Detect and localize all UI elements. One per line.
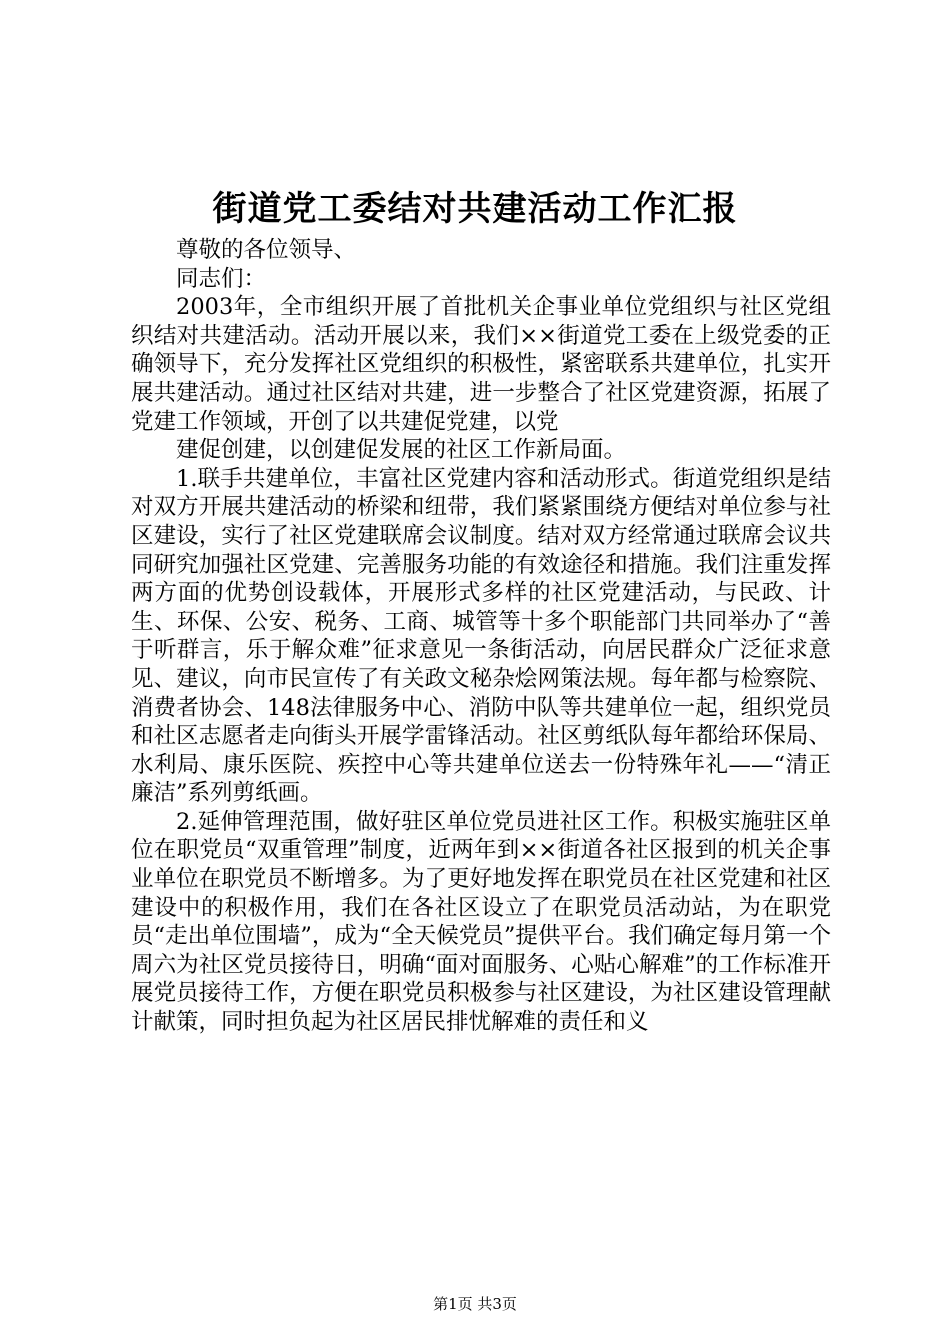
body-paragraph-intro: 2003年，全市组织开展了首批机关企事业单位党组织与社区党组织结对共建活动。活动开展以来，我们××街道党工委在上级党委的正确领导下，充分发挥社区党组织的积极性，紧密联系共建单位，扎实开展共建活动。通过社区结对共建，进一步整合了社区党建资源，拓展了党建工作领域，开创了以共建促党建，以党 [131,294,831,435]
body-paragraph-section-2: 2.延伸管理范围，做好驻区单位党员进社区工作。积极实施驻区单位在职党员“双重管理”制度，近两年到××街道各社区报到的机关企事业单位在职党员不断增多。为了更好地发挥在职党员在社区党建和社区建设中的积极作用，我们在各社区设立了在职党员活动站，为在职党员“走出单位围墙”，成为“全天候党员”提供平台。我们确定每月第一个周六为社区党员接待日，明确“面对面服务、心贴心解难”的工作标准开展党员接待工作，方便在职党员积极参与社区建设，为社区建设管理献计献策，同时担负起为社区居民排忧解难的责任和义 [131,808,831,1036]
body-paragraph-section-1: 1.联手共建单位，丰富社区党建内容和活动形式。街道党组织是结对双方开展共建活动的桥梁和纽带，我们紧紧围绕方便结对单位参与社区建设，实行了社区党建联席会议制度。结对双方经常通过联席会议共同研究加强社区党建、完善服务功能的有效途径和措施。我们注重发挥两方面的优势创设载体，开展形式多样的社区党建活动，与民政、计生、环保、公安、税务、工商、城管等十多个职能部门共同举办了“善于听群言，乐于解众难”征求意见一条街活动，向居民群众广泛征求意见、建议，向市民宣传了有关政文秘杂烩网策法规。每年都与检察院、消费者协会、148法律服务中心、消防中队等共建单位一起，组织党员和社区志愿者走向街头开展学雷锋活动。社区剪纸队每年都给环保局、水利局、康乐医院、疾控中心等共建单位送去一份特殊年礼——“清正廉洁”系列剪纸画。 [131,465,831,807]
salutation-line-1: 尊敬的各位领导、 [176,237,357,263]
document-title: 街道党工委结对共建活动工作汇报 [212,189,738,229]
page-number-footer: 第1页 共3页 [433,1295,517,1313]
document-body [131,236,831,1037]
body-paragraph-intro-continued: 建促创建，以创建促发展的社区工作新局面。 [176,437,627,464]
salutation-line-2: 同志们： [176,265,267,292]
